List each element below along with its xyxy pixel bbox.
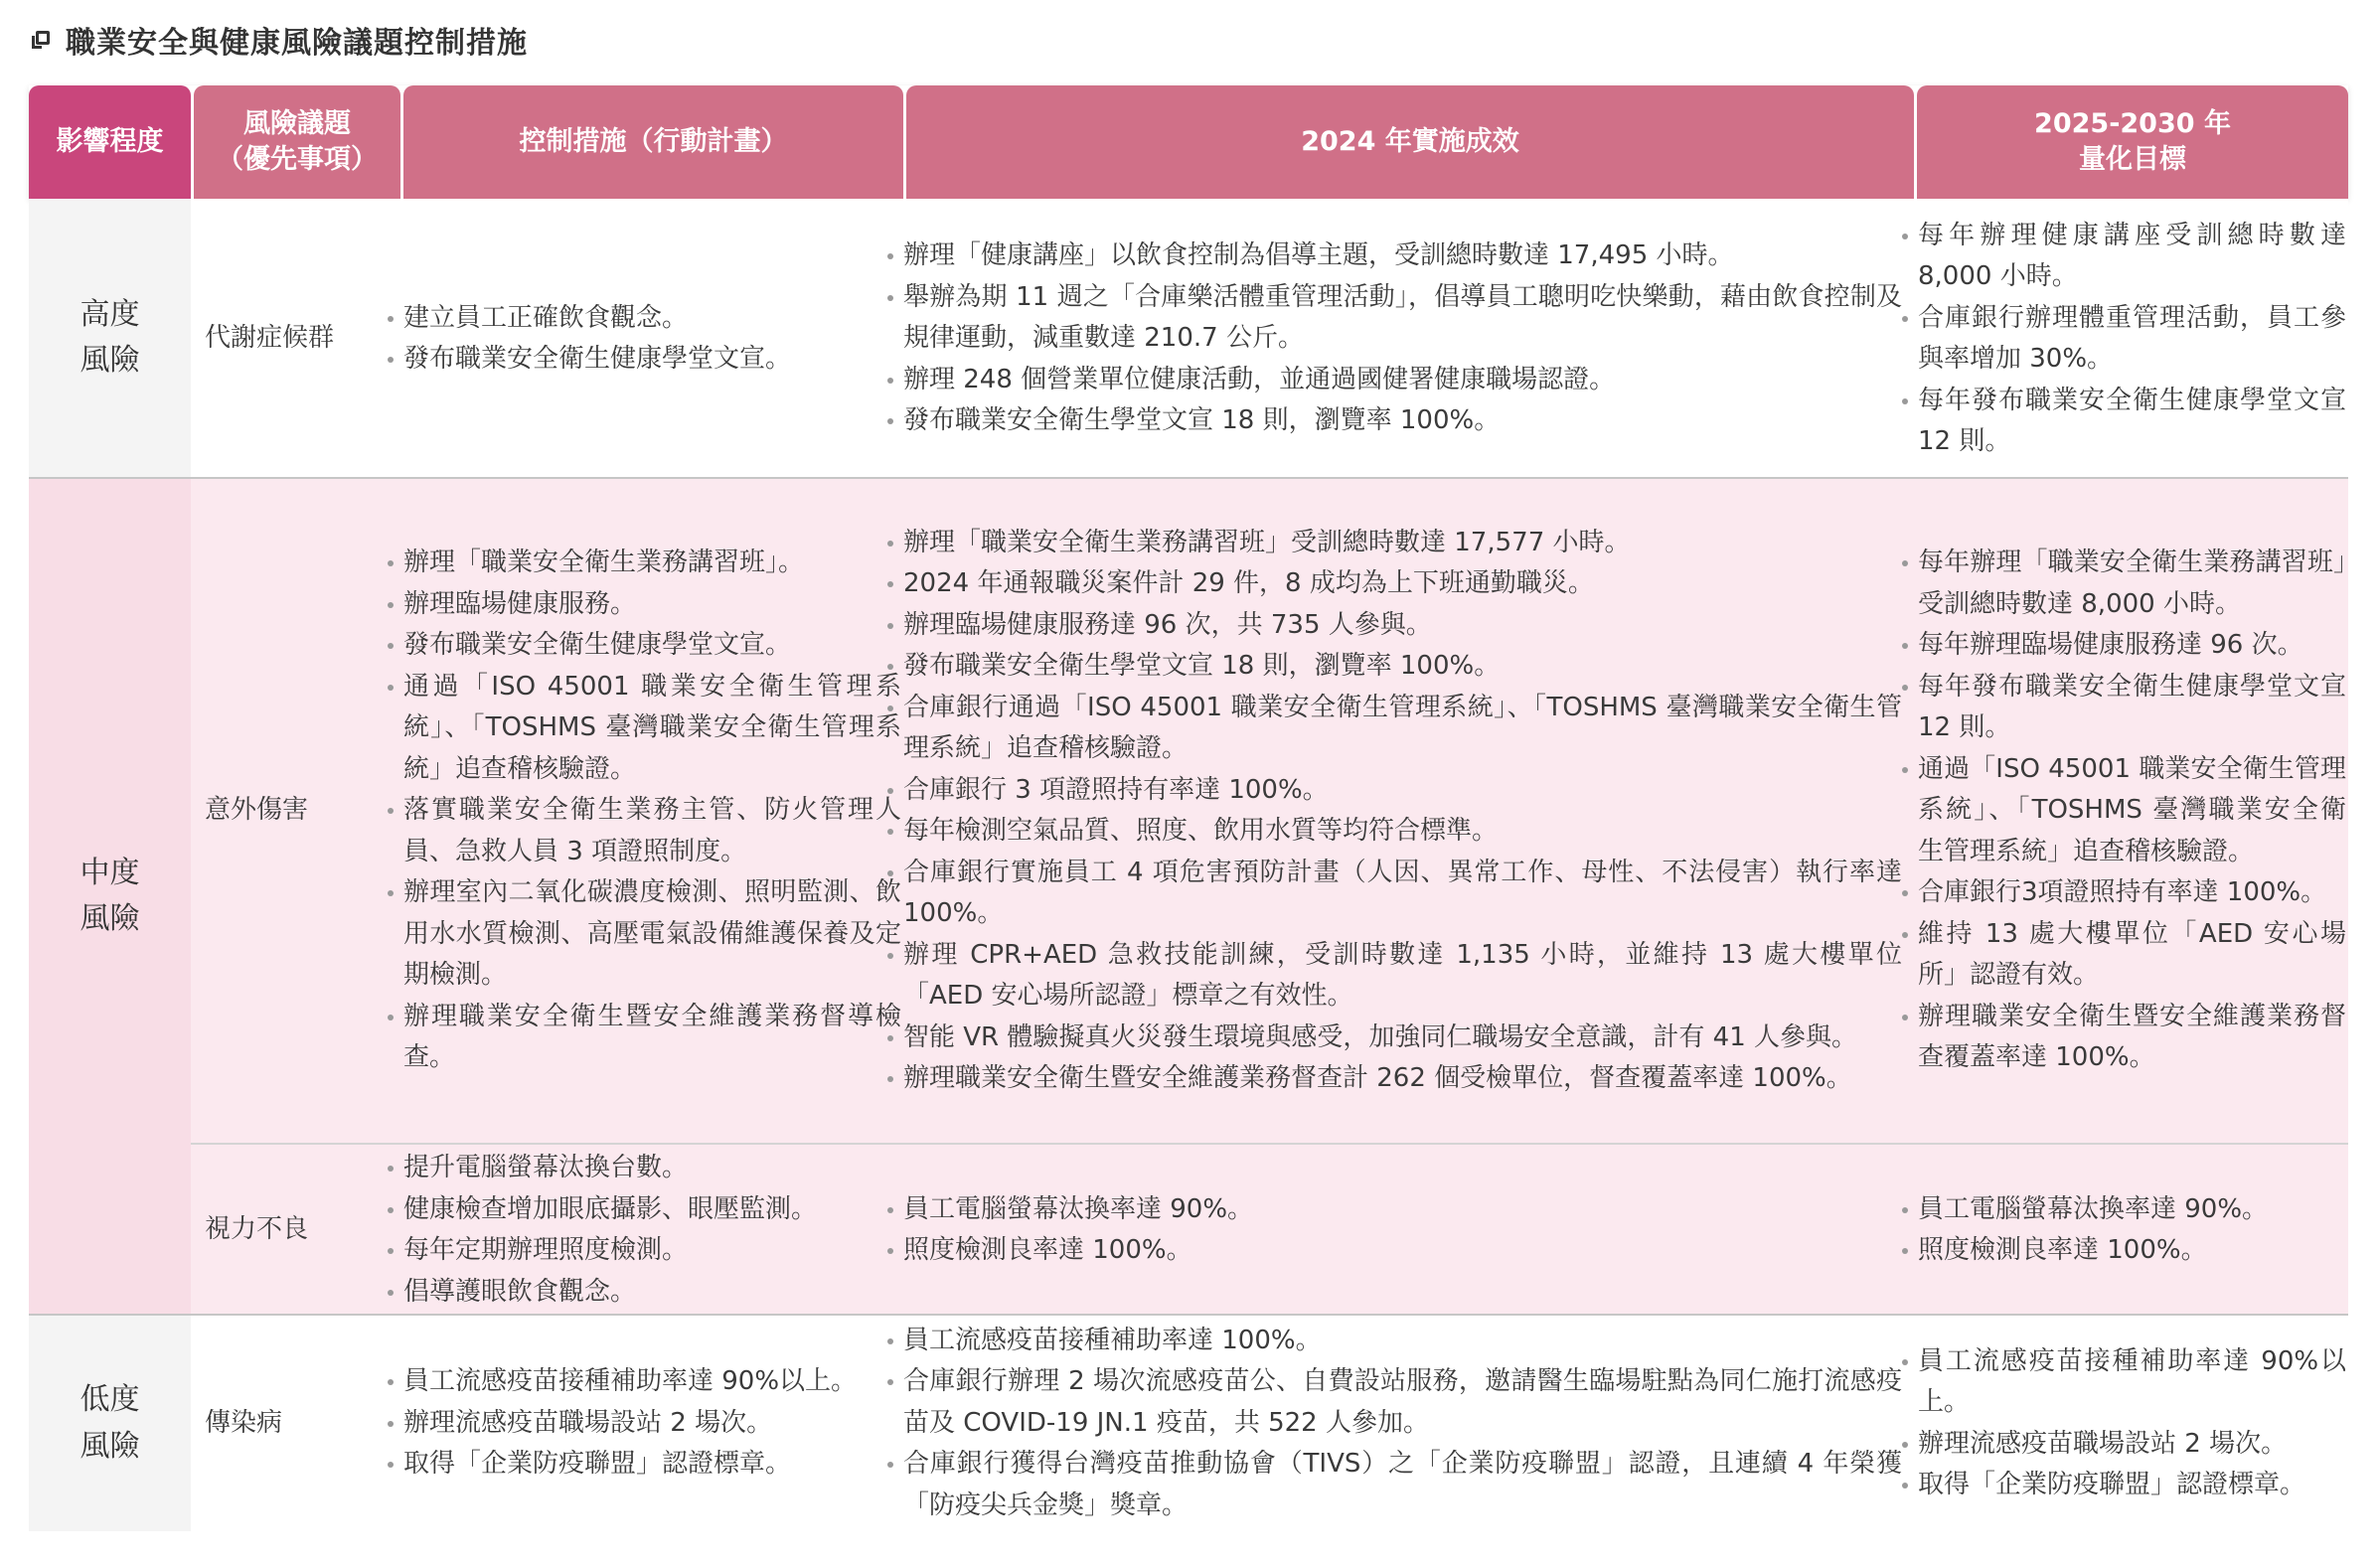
header-targets: 2025-2030 年 量化目標: [1917, 85, 2348, 199]
results-injury: [884, 479, 1902, 1143]
results-low: [884, 1316, 1902, 1531]
list-item: 員工流感疫苗接種補助率達 90%以上。: [385, 1361, 901, 1403]
list-item: 倡導護眼飲食觀念。: [385, 1272, 901, 1314]
list-item: 員工流感疫苗接種補助率達 90%以上。: [1899, 1341, 2346, 1424]
list-item: 辦理流感疫苗職場設站 2 場次。: [385, 1403, 901, 1445]
list-item: 合庫銀行實施員工 4 項危害預防計畫（人因、異常工作、母性、不法侵害）執行率達 100%。: [884, 853, 1902, 935]
list-item: 辦理臨場健康服務。: [385, 584, 901, 626]
bullet-list: [385, 1361, 901, 1486]
list-item: 維持 13 處大樓單位「AED 安心場所」認證有效。: [1899, 914, 2346, 997]
band-mid-risk: [29, 479, 2348, 1316]
list-item: 合庫銀行辦理體重管理活動，員工參與率增加 30%。: [1899, 298, 2346, 381]
bullet-list: [884, 1189, 1902, 1272]
level-low: 低度 風險: [29, 1316, 191, 1531]
list-item: 發布職業安全衛生健康學堂文宣。: [385, 339, 901, 381]
measures-vision: [385, 1145, 901, 1316]
header-impact: 影響程度: [29, 85, 191, 199]
band-low-risk: [29, 1316, 2348, 1531]
list-item: 通過「ISO 45001 職業安全衛生管理系統」、「TOSHMS 臺灣職業安全衛生管理系統」追查稽核驗證。: [1899, 749, 2346, 873]
list-item: 辦理職業安全衛生暨安全維護業務督查覆蓋率達 100%。: [1899, 997, 2346, 1079]
list-item: 照度檢測良率達 100%。: [884, 1230, 1902, 1272]
bullet-list: [385, 543, 901, 1079]
list-item: 每年辦理健康講座受訓總時數達 8,000 小時。: [1899, 216, 2346, 298]
topic-infectious: 傳染病: [205, 1407, 283, 1438]
list-item: 每年檢測空氣品質、照度、飲用水質等均符合標準。: [884, 811, 1902, 853]
list-item: 辦理職業安全衛生暨安全維護業務督導檢查。: [385, 997, 901, 1079]
list-item: 辦理「職業安全衛生業務講習班」受訓總時數達 17,577 小時。: [884, 523, 1902, 564]
list-item: 健康檢查增加眼底攝影、眼壓監測。: [385, 1189, 901, 1231]
level-mid: 中度 風險: [29, 479, 191, 1314]
list-item: 照度檢測良率達 100%。: [1899, 1230, 2346, 1272]
bullet-list: [385, 298, 901, 381]
list-item: 辦理職業安全衛生暨安全維護業務督查計 262 個受檢單位，督查覆蓋率達 100%。: [884, 1058, 1902, 1100]
list-item: 每年定期辦理照度檢測。: [385, 1230, 901, 1272]
list-item: 通過「ISO 45001 職業安全衛生管理系統」、「TOSHMS 臺灣職業安全衛生管理系統」追查稽核驗證。: [385, 667, 901, 791]
list-item: 每年辦理「職業安全衛生業務講習班」受訓總時數達 8,000 小時。: [1899, 543, 2346, 625]
header-measures: 控制措施（行動計畫）: [403, 85, 903, 199]
list-item: 發布職業安全衛生學堂文宣 18 則，瀏覽率 100%。: [884, 646, 1902, 688]
bullet-list: [1899, 1341, 2346, 1506]
list-item: 舉辦為期 11 週之「合庫樂活體重管理活動」，倡導員工聰明吃快樂動，藉由飲食控制及規律運動，減重數達 210.7 公斤。: [884, 277, 1902, 360]
targets-vision: [1899, 1145, 2346, 1316]
list-item: 辦理「健康講座」以飲食控制為倡導主題，受訓總時數達 17,495 小時。: [884, 235, 1902, 277]
header-topic: 風險議題 （優先事項）: [194, 85, 400, 199]
bullet-list: [884, 235, 1902, 442]
list-item: 每年發布職業安全衛生健康學堂文宣 12 則。: [1899, 667, 2346, 749]
table-header: [29, 85, 2348, 199]
targets-low: [1899, 1316, 2346, 1531]
list-item: 員工電腦螢幕汰換率達 90%。: [1899, 1189, 2346, 1231]
list-item: 智能 VR 體驗擬真火災發生環境與感受，加強同仁職場安全意識，計有 41 人參與。: [884, 1018, 1902, 1059]
bullet-list: [884, 523, 1902, 1100]
list-item: 每年發布職業安全衛生健康學堂文宣 12 則。: [1899, 381, 2346, 463]
topic-injury: 意外傷害: [205, 795, 309, 826]
list-item: 合庫銀行3項證照持有率達 100%。: [1899, 872, 2346, 914]
list-item: 辦理室內二氧化碳濃度檢測、照明監測、飲用水水質檢測、高壓電氣設備維護保養及定期檢測。: [385, 872, 901, 997]
list-item: 員工電腦螢幕汰換率達 90%。: [884, 1189, 1902, 1231]
list-item: 合庫銀行 3 項證照持有率達 100%。: [884, 770, 1902, 812]
bullet-list: [385, 1148, 901, 1313]
list-item: 建立員工正確飲食觀念。: [385, 298, 901, 340]
list-item: 2024 年通報職災案件計 29 件，8 成均為上下班通勤職災。: [884, 563, 1902, 605]
level-high: 高度 風險: [29, 199, 191, 477]
list-item: 發布職業安全衛生健康學堂文宣。: [385, 625, 901, 667]
copy-icon: [30, 29, 52, 51]
list-item: 取得「企業防疫聯盟」認證標章。: [385, 1444, 901, 1486]
bullet-list: [884, 1321, 1902, 1527]
section-title: [30, 18, 528, 62]
list-item: 發布職業安全衛生學堂文宣 18 則，瀏覽率 100%。: [884, 400, 1902, 442]
measures-injury: [385, 479, 901, 1143]
bullet-list: [1899, 1189, 2346, 1272]
risk-control-table: [29, 85, 2348, 1520]
band-high-risk: [29, 199, 2348, 479]
list-item: 合庫銀行通過「ISO 45001 職業安全衛生管理系統」、「TOSHMS 臺灣職業安全衛生管理系統」追查稽核驗證。: [884, 688, 1902, 770]
list-item: 合庫銀行辦理 2 場次流感疫苗公、自費設站服務，邀請醫生臨場駐點為同仁施打流感疫苗及 COVID-19 JN.1 疫苗，共 522 人參加。: [884, 1361, 1902, 1444]
list-item: 辦理 CPR+AED 急救技能訓練，受訓時數達 1,135 小時，並維持 13 處大樓單位「AED 安心場所認證」標章之有效性。: [884, 935, 1902, 1018]
topic-vision: 視力不良: [205, 1214, 309, 1245]
measures-low: [385, 1316, 901, 1531]
targets-injury: [1899, 479, 2346, 1143]
page-title: 職業安全與健康風險議題控制措施: [66, 26, 528, 61]
list-item: 辦理 248 個營業單位健康活動，並通過國健署健康職場認證。: [884, 360, 1902, 401]
topic-metabolic: 代謝症候群: [205, 323, 335, 354]
bullet-list: [1899, 543, 2346, 1079]
list-item: 提升電腦螢幕汰換台數。: [385, 1148, 901, 1189]
list-item: 每年辦理臨場健康服務達 96 次。: [1899, 625, 2346, 667]
list-item: 員工流感疫苗接種補助率達 100%。: [884, 1321, 1902, 1362]
list-item: 辦理「職業安全衛生業務講習班」。: [385, 543, 901, 584]
header-results: 2024 年實施成效: [906, 85, 1914, 199]
list-item: 合庫銀行獲得台灣疫苗推動協會（TIVS）之「企業防疫聯盟」認證，且連續 4 年榮獲「防疫尖兵金獎」獎章。: [884, 1444, 1902, 1526]
list-item: 落實職業安全衛生業務主管、防火管理人員、急救人員 3 項證照制度。: [385, 790, 901, 872]
targets-high: [1899, 199, 2346, 479]
list-item: 辦理臨場健康服務達 96 次，共 735 人參與。: [884, 605, 1902, 647]
results-vision: [884, 1145, 1902, 1316]
list-item: 取得「企業防疫聯盟」認證標章。: [1899, 1465, 2346, 1506]
measures-high: [385, 199, 901, 479]
results-high: [884, 199, 1902, 479]
list-item: 辦理流感疫苗職場設站 2 場次。: [1899, 1424, 2346, 1466]
bullet-list: [1899, 216, 2346, 463]
